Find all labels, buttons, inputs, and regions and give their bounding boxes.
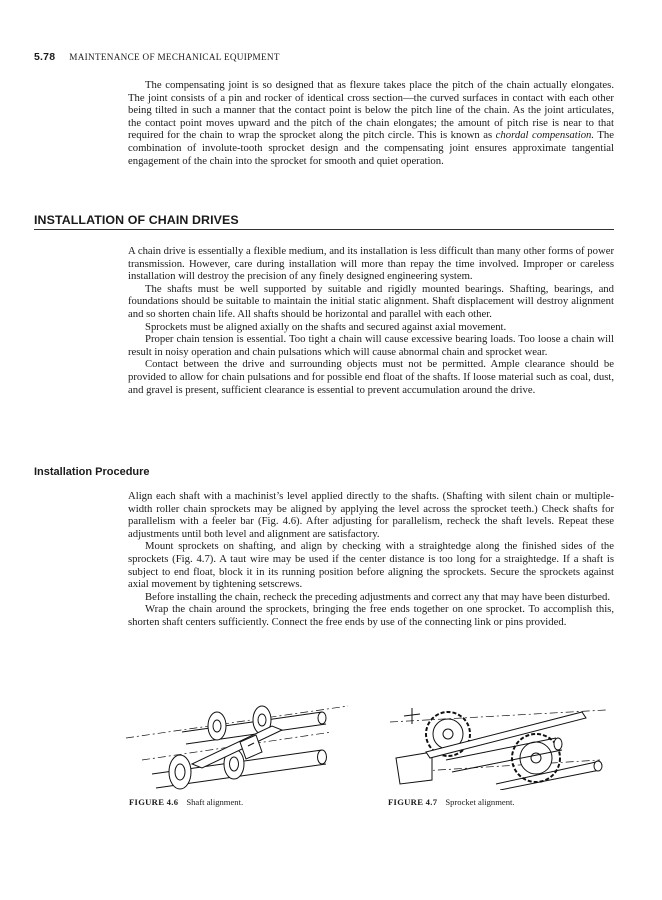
heading-rule: [34, 229, 614, 230]
paragraph: Mount sprockets on shafting, and align by checking with a straightedge along the finished sides of the sprockets (Fig. 4.7). A taut wire may be used if the center distance is too long for a straightedge. If a shaft is subject to end float, block it in its running position before aligning the sprockets. Secure the sprockets against axial movement by tightening setscrews.: [128, 540, 614, 591]
shaft-alignment-figure: [122, 702, 348, 794]
figure-label: FIGURE 4.6: [129, 797, 179, 807]
paragraph: Before installing the chain, recheck the preceding adjustments and correct any that may have been disturbed.: [145, 590, 611, 603]
paragraph: Proper chain tension is essential. Too tight a chain will cause excessive bearing loads. Too loose a chain will result in noisy operation and chain pulsations which will cause abnormal chain and sprocket wear.: [128, 333, 614, 358]
intro-paragraph: The compensating joint is so designed that as flexure takes place the pitch of the chain actually elongates. The joint consists of a pin and rocker of identical cross section—the curved surfaces in contact with each other being tilted in such a manner that the contact point is below the pitch line of the chain. As the joint articulates, the contact point moves upward and the pitch of the chain elongates; the amount of pitch rise is near to that required for the chain to wrap the sprocket along the pitch circle. This is known as chordal compensation. The combination of involute-tooth sprocket design and the compensating joint ensures approximate tangential engagement of the chain into the sprocket for smooth and quiet operation.: [128, 79, 614, 167]
installation-section: [128, 245, 614, 396]
figure-caption-text: Sprocket alignment.: [445, 797, 515, 807]
procedure-section: [128, 490, 614, 629]
running-title: MAINTENANCE OF MECHANICAL EQUIPMENT: [69, 52, 280, 62]
subsection-heading: Installation Procedure: [34, 466, 150, 478]
paragraph: A chain drive is essentially a flexible medium, and its installation is less difficult than many other forms of power transmission. However, care during installation will more than repay the time involved. Improper or careless installation will destroy the precision of any finely designed engineering system.: [128, 245, 614, 283]
paragraph: Contact between the drive and surrounding objects must not be permitted. Ample clearance should be provided to allow for chain pulsations and for possible end float of the shafts. If loose material such as coal, dust, and gravel is present, sufficient clearance is essential to prevent accumulation around the drive.: [128, 358, 614, 396]
figure-label: FIGURE 4.7: [388, 797, 438, 807]
running-header: [34, 47, 634, 61]
paragraph: Wrap the chain around the sprockets, bringing the free ends together on one sprocket. To accomplish this, shorten shaft centers sufficiently. Connect the free ends by use of the connecting link or pins provided.: [128, 603, 614, 628]
figure-caption: [388, 797, 515, 807]
emphasis-term: chordal compensation.: [495, 129, 595, 142]
intro-section: [128, 79, 614, 167]
paragraph: Sprockets must be aligned axially on the shafts and secured against axial movement.: [145, 320, 507, 333]
paragraph: The shafts must be well supported by suitable and rigidly mounted bearings. Shafting, bearings, and foundations should be suitable to maintain the initial static alignment. Shaft displacement will destroy alignment and so shorten chain life. All shafts should be horizontal and parallel with each other.: [128, 282, 614, 320]
figure-caption-text: Shaft alignment.: [186, 797, 244, 807]
section-heading: INSTALLATION OF CHAIN DRIVES: [34, 213, 239, 227]
page-number: 5.78: [34, 51, 56, 63]
figure-caption: [129, 797, 243, 807]
paragraph: Align each shaft with a machinist’s level applied directly to the shafts. (Shafting with silent chain or multiple-width roller chain sprockets may be aligned by applying the level across the sprocket teeth.) Check shafts for parallelism with a feeler bar (Fig. 4.6). After adjusting for parallelism, recheck the shaft levels. Repeat these adjustments until both level and alignment are satisfactory.: [128, 490, 614, 540]
sprocket-alignment-figure: [386, 700, 606, 790]
